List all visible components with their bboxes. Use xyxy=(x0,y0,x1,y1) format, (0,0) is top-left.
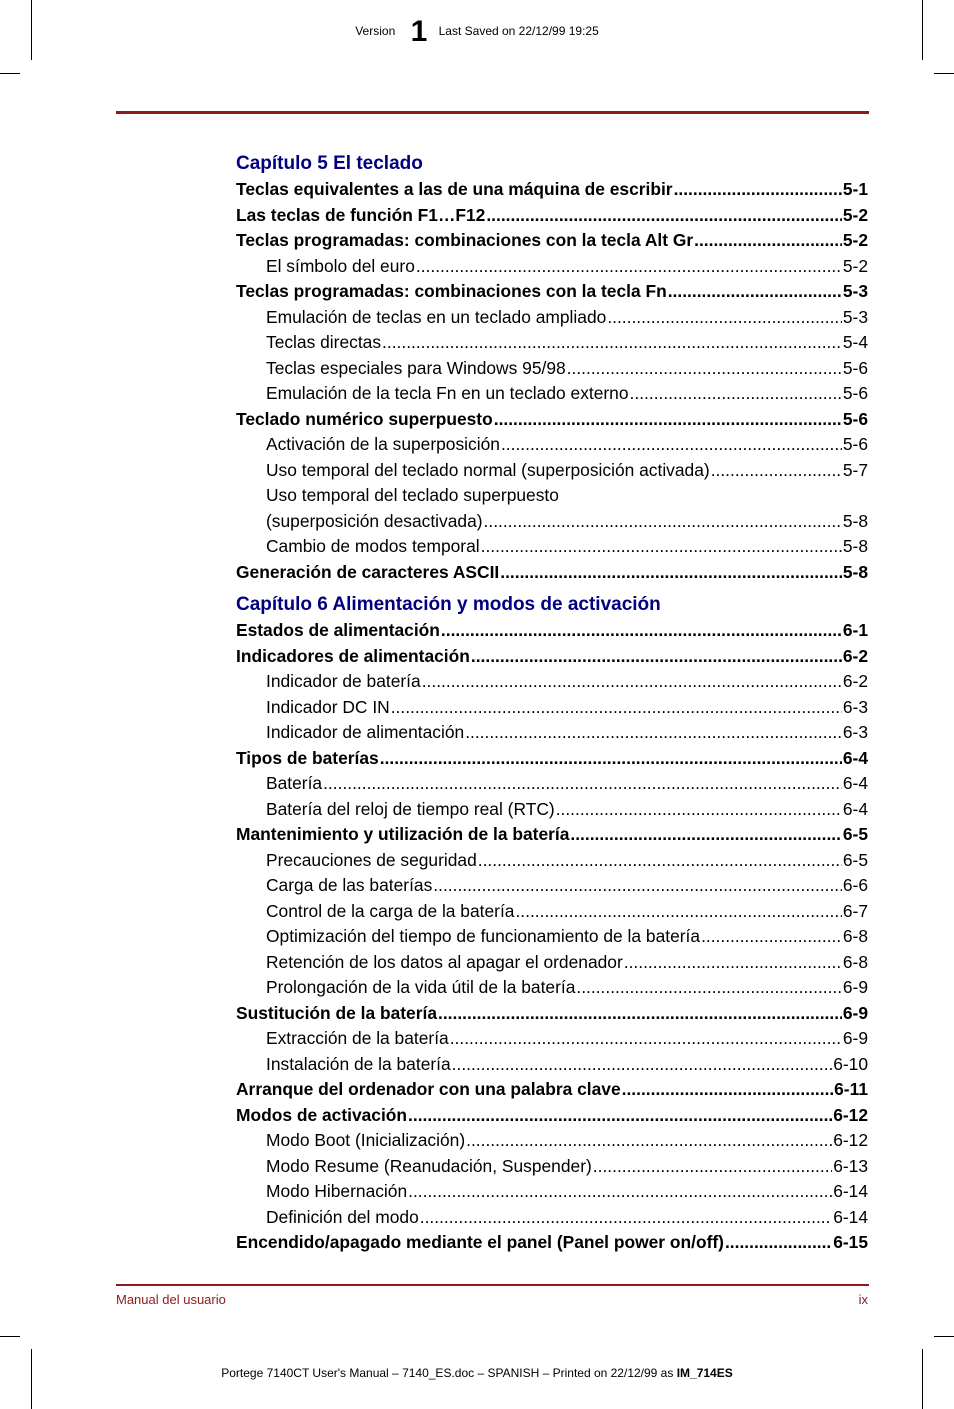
print-code: IM_714ES xyxy=(676,1366,733,1380)
toc-entry-label: Teclas programadas: combinaciones con la tecla Alt Gr xyxy=(236,230,694,250)
version-label: Version xyxy=(355,24,396,38)
toc-entry-page: 5-6 xyxy=(842,383,868,403)
toc-entry-page: 6-6 xyxy=(842,875,868,895)
toc-entry-label: Activación de la superposición xyxy=(266,434,500,454)
toc-entry-label: Uso temporal del teclado superpuesto xyxy=(266,485,559,505)
toc-entry-label: Sustitución de la batería xyxy=(236,1002,438,1023)
toc-leader-dots xyxy=(408,1103,832,1129)
toc-leader-dots xyxy=(484,509,842,535)
toc-entry-label: Estados de alimentación xyxy=(236,620,440,640)
toc-entry[interactable] xyxy=(236,203,868,229)
toc-entry[interactable] xyxy=(236,228,868,254)
toc-leader-dots xyxy=(607,305,842,331)
toc-entry-page: 6-9 xyxy=(842,1002,868,1023)
toc-entry-label: Indicador de batería xyxy=(266,671,421,691)
toc-entry-page: 6-2 xyxy=(842,645,868,666)
toc-entry-label: Uso temporal del teclado normal (superposición activada) xyxy=(266,459,710,480)
toc-entry-label: Precauciones de seguridad xyxy=(266,849,477,870)
toc-entry[interactable] xyxy=(236,746,868,772)
toc-entry-label: Definición del modo xyxy=(266,1206,419,1227)
toc-entry-label: Indicador de alimentación xyxy=(266,722,465,742)
chapter-5-title: Capítulo 5 El teclado xyxy=(236,153,423,174)
toc-entry-page: 6-2 xyxy=(842,671,868,691)
print-info xyxy=(0,1366,954,1380)
toc-entry-page: 5-2 xyxy=(842,255,868,276)
toc-leader-dots xyxy=(711,458,842,484)
toc-leader-dots xyxy=(452,1052,833,1078)
toc-entry-page: 6-14 xyxy=(833,1206,868,1227)
header-rule xyxy=(116,111,869,114)
toc-entry[interactable] xyxy=(236,177,868,203)
toc-entry[interactable] xyxy=(236,483,868,509)
toc-entry-page: 5-2 xyxy=(842,230,868,250)
toc-leader-dots xyxy=(450,1026,842,1052)
toc-entry-label: Arranque del ordenador con una palabra clave xyxy=(236,1079,621,1099)
toc-leader-dots xyxy=(465,720,842,746)
toc-entry-label: Teclas programadas: combinaciones con la tecla Fn xyxy=(236,281,667,301)
toc-entry[interactable] xyxy=(236,848,868,874)
chapter-5-entries xyxy=(236,177,868,585)
toc-entry[interactable] xyxy=(236,797,868,823)
toc-leader-dots xyxy=(323,771,842,797)
toc-entry[interactable] xyxy=(236,1001,868,1027)
chapter-6-title: Capítulo 6 Alimentación y modos de activación xyxy=(236,594,661,615)
footer-manual-title: Manual del usuario xyxy=(116,1292,226,1307)
toc-entry[interactable] xyxy=(236,1179,868,1205)
toc-entry[interactable] xyxy=(236,1052,868,1078)
toc-leader-dots xyxy=(420,1205,832,1231)
toc-entry[interactable] xyxy=(236,381,868,407)
toc-leader-dots xyxy=(593,1154,832,1180)
toc-entry[interactable] xyxy=(236,899,868,925)
toc-entry[interactable] xyxy=(236,669,868,695)
toc-entry-label: Indicador DC IN xyxy=(266,696,390,717)
toc-entry-page: 6-8 xyxy=(842,951,868,972)
toc-entry-label: Instalación de la batería xyxy=(266,1053,451,1074)
toc-leader-dots xyxy=(622,1077,834,1103)
crop-mark xyxy=(0,73,20,74)
toc-entry-page: 5-6 xyxy=(842,408,868,429)
toc-entry[interactable] xyxy=(236,356,868,382)
toc-entry-label: Emulación de teclas en un teclado ampliado xyxy=(266,306,607,327)
toc-entry[interactable] xyxy=(236,1230,868,1256)
toc-leader-dots xyxy=(416,254,842,280)
crop-mark xyxy=(0,1336,20,1337)
toc-leader-dots xyxy=(725,1230,832,1256)
toc-entry-page: 5-8 xyxy=(842,536,868,556)
toc-entry-label: Modo Boot (Inicialización) xyxy=(266,1130,466,1150)
toc-entry-label: Indicadores de alimentación xyxy=(236,645,470,666)
version-header xyxy=(0,15,954,48)
toc-entry-page: 6-4 xyxy=(842,747,868,768)
toc-leader-dots xyxy=(567,356,842,382)
toc-entry-page: 6-11 xyxy=(834,1079,868,1099)
toc-entry-page: 5-4 xyxy=(842,332,868,352)
toc-entry-label: Extracción de la batería xyxy=(266,1028,449,1048)
toc-entry-page: 5-3 xyxy=(842,306,868,327)
toc-entry[interactable] xyxy=(236,509,868,535)
toc-entry-label: Prolongación de la vida útil de la batería xyxy=(266,977,576,997)
toc-leader-dots xyxy=(668,279,842,305)
toc-leader-dots xyxy=(408,1179,832,1205)
toc-entry-label: Carga de las baterías xyxy=(266,875,433,895)
version-number: 1 xyxy=(410,15,428,48)
toc-entry-page: 6-14 xyxy=(833,1181,868,1201)
print-info-text: Portege 7140CT User's Manual – 7140_ES.doc – SPANISH – Printed on 22/12/99 as xyxy=(221,1366,677,1380)
toc-entry-page: 5-6 xyxy=(842,434,868,454)
toc-entry[interactable] xyxy=(236,720,868,746)
toc-entry-label: Optimización del tiempo de funcionamiento de la batería xyxy=(266,926,701,946)
toc-entry-label: Modo Hibernación xyxy=(266,1181,408,1201)
toc-leader-dots xyxy=(481,534,842,560)
toc-leader-dots xyxy=(694,228,842,254)
toc-entry[interactable] xyxy=(236,407,868,433)
toc-entry-page: 6-4 xyxy=(842,773,868,793)
toc-leader-dots xyxy=(422,669,842,695)
toc-entry-label: Teclas equivalentes a las de una máquina de escribir xyxy=(236,179,673,199)
toc-entry-page: 6-7 xyxy=(842,900,868,921)
toc-entry-label: Teclas especiales para Windows 95/98 xyxy=(266,357,566,378)
toc-entry-label: El símbolo del euro xyxy=(266,255,415,276)
toc-entry-label: Emulación de la tecla Fn en un teclado externo xyxy=(266,383,629,403)
toc-entry[interactable] xyxy=(236,279,868,305)
toc-entry[interactable] xyxy=(236,1077,868,1103)
toc-entry[interactable] xyxy=(236,1205,868,1231)
toc-entry-page: 5-6 xyxy=(842,357,868,378)
toc-entry-page: 6-3 xyxy=(842,696,868,717)
toc-entry[interactable] xyxy=(236,1128,868,1154)
toc-leader-dots xyxy=(576,975,841,1001)
toc-entry-label: Modo Resume (Reanudación, Suspender) xyxy=(266,1155,592,1176)
toc-leader-dots xyxy=(441,618,842,644)
toc-leader-dots xyxy=(624,950,842,976)
toc-entry-page: 6-3 xyxy=(842,722,868,742)
chapter-6-entries xyxy=(236,618,868,1256)
toc-leader-dots xyxy=(674,177,842,203)
toc-entry[interactable] xyxy=(236,1154,868,1180)
toc-entry-page: 5-2 xyxy=(842,204,868,225)
toc-leader-dots xyxy=(501,432,842,458)
toc-entry-label: Tipos de baterías xyxy=(236,747,379,768)
toc-entry-page: 6-13 xyxy=(833,1155,868,1176)
toc-entry-label: Teclado numérico superpuesto xyxy=(236,408,493,429)
toc-entry-label: Mantenimiento y utilización de la batería xyxy=(236,824,570,844)
toc-entry-page: 6-5 xyxy=(842,849,868,870)
toc-entry-page: 6-1 xyxy=(842,620,868,640)
toc-entry-page: 6-9 xyxy=(842,977,868,997)
toc-entry[interactable] xyxy=(236,771,868,797)
toc-entry[interactable] xyxy=(236,458,868,484)
toc-leader-dots xyxy=(471,644,842,670)
toc-entry-label: Modos de activación xyxy=(236,1104,408,1125)
toc-leader-dots xyxy=(515,899,841,925)
toc-leader-dots xyxy=(570,822,841,848)
toc-entry[interactable] xyxy=(236,975,868,1001)
toc-leader-dots xyxy=(494,407,842,433)
toc-entry-label: Batería del reloj de tiempo real (RTC) xyxy=(266,798,555,819)
toc-entry-page: 5-8 xyxy=(842,561,868,582)
toc-entry-label: Las teclas de función F1…F12 xyxy=(236,204,486,225)
toc-leader-dots xyxy=(701,924,842,950)
toc-entry-label: Batería xyxy=(266,773,323,793)
toc-entry[interactable] xyxy=(236,695,868,721)
toc-entry[interactable] xyxy=(236,1026,868,1052)
toc-entry-page: 6-12 xyxy=(833,1104,868,1125)
toc-entry-page: 5-8 xyxy=(842,510,868,531)
toc-entry-label: Retención de los datos al apagar el ordenador xyxy=(266,951,623,972)
crop-mark xyxy=(934,1336,954,1337)
toc-entry-page: 6-5 xyxy=(842,824,868,844)
toc-entry-label: Control de la carga de la batería xyxy=(266,900,515,921)
toc-leader-dots xyxy=(382,330,842,356)
toc-entry-page: 5-1 xyxy=(842,179,868,199)
toc-leader-dots xyxy=(380,746,842,772)
toc-leader-dots xyxy=(478,848,842,874)
footer-page-number: ix xyxy=(858,1292,868,1307)
toc-entry[interactable] xyxy=(236,873,868,899)
footer-rule xyxy=(116,1284,869,1286)
toc-entry[interactable] xyxy=(236,618,868,644)
toc-entry-label: Cambio de modos temporal xyxy=(266,536,480,556)
toc-entry-label: Generación de caracteres ASCII xyxy=(236,561,500,582)
toc-entry[interactable] xyxy=(236,305,868,331)
toc-leader-dots xyxy=(630,381,842,407)
toc-leader-dots xyxy=(466,1128,832,1154)
toc-entry[interactable] xyxy=(236,534,868,560)
toc-entry[interactable] xyxy=(236,822,868,848)
crop-mark xyxy=(934,73,954,74)
toc-entry[interactable] xyxy=(236,1103,868,1129)
toc-leader-dots xyxy=(486,203,842,229)
toc-entry-label: Teclas directas xyxy=(266,332,382,352)
toc-entry[interactable] xyxy=(236,560,868,586)
toc-entry[interactable] xyxy=(236,924,868,950)
toc-entry-page: 6-4 xyxy=(842,798,868,819)
toc-entry[interactable] xyxy=(236,432,868,458)
toc-leader-dots xyxy=(391,695,842,721)
toc-leader-dots xyxy=(438,1001,842,1027)
last-saved: Last Saved on 22/12/99 19:25 xyxy=(438,24,599,38)
toc-entry-page: 6-10 xyxy=(833,1053,868,1074)
toc-entry[interactable] xyxy=(236,950,868,976)
toc-entry-page: 6-12 xyxy=(833,1130,868,1150)
toc-entry-page: 6-9 xyxy=(842,1028,868,1048)
toc-leader-dots xyxy=(433,873,842,899)
toc-entry[interactable] xyxy=(236,254,868,280)
toc-entry[interactable] xyxy=(236,644,868,670)
toc-leader-dots xyxy=(556,797,842,823)
toc-entry-label: Encendido/apagado mediante el panel (Panel power on/off) xyxy=(236,1232,724,1252)
toc-entry-page: 5-3 xyxy=(842,281,868,301)
table-of-contents xyxy=(236,150,868,1256)
toc-entry-label: (superposición desactivada) xyxy=(266,510,483,531)
toc-entry[interactable] xyxy=(236,330,868,356)
toc-entry-page: 6-8 xyxy=(842,926,868,946)
toc-entry-page: 6-15 xyxy=(833,1232,868,1252)
toc-entry-page: 5-7 xyxy=(842,459,868,480)
toc-leader-dots xyxy=(500,560,842,586)
